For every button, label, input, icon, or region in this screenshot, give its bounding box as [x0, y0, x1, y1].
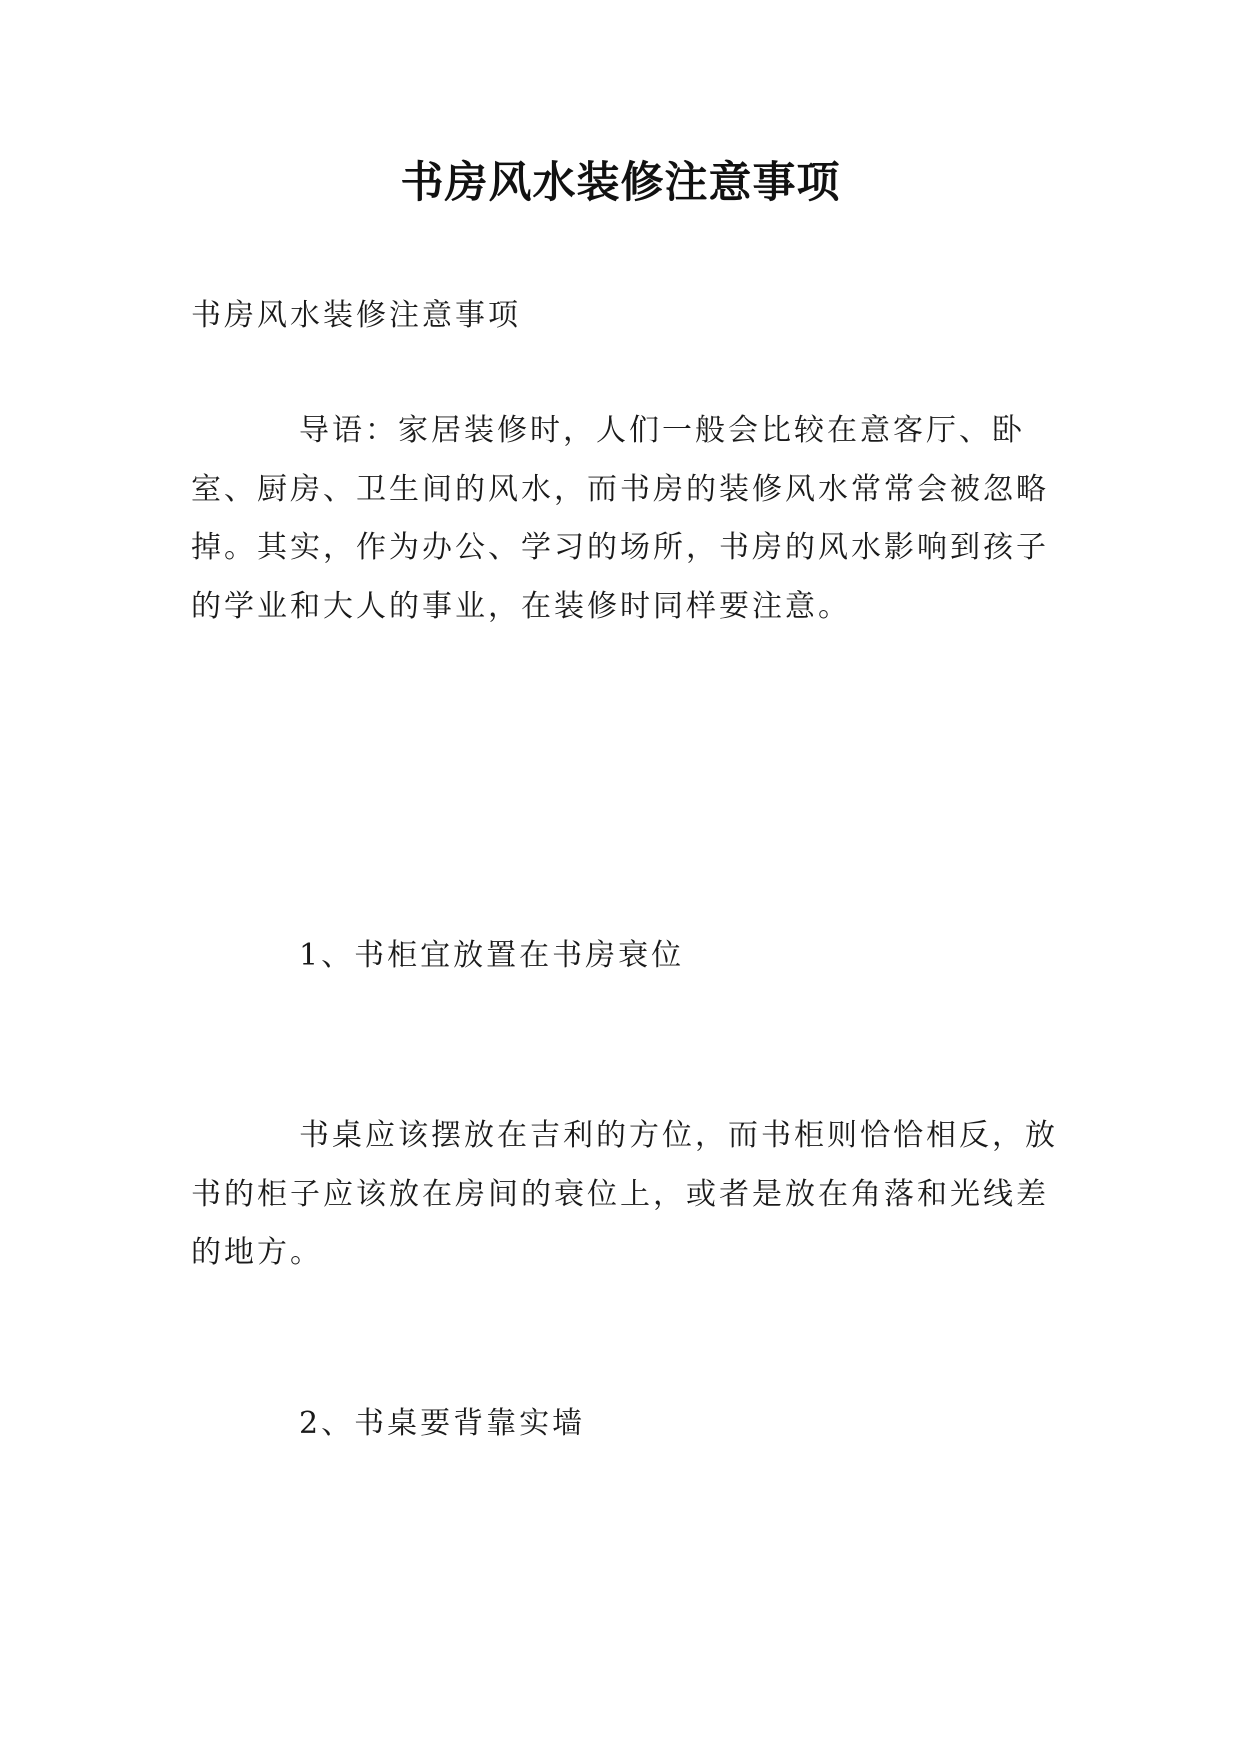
intro-paragraph: 导语：家居装修时，人们一般会比较在意客厅、卧室、厨房、卫生间的风水，而书房的装修风水常常会被忽略掉。其实，作为办公、学习的场所，书房的风水影响到孩子的学业和大人的事业，在装修时同样要注意。 [191, 413, 1049, 624]
section-paragraph-1: 书桌应该摆放在吉利的方位，而书柜则恰恰相反，放书的柜子应该放在房间的衰位上，或者是放在角落和光线差的地方。 [191, 1118, 1058, 1270]
section-heading-2: 2、书桌要背靠实墙 [299, 1406, 586, 1441]
document-subtitle: 书房风水装修注意事项 [191, 298, 521, 333]
document-title: 书房风水装修注意事项 [400, 158, 841, 208]
section-heading-1: 1、书柜宜放置在书房衰位 [299, 938, 685, 973]
